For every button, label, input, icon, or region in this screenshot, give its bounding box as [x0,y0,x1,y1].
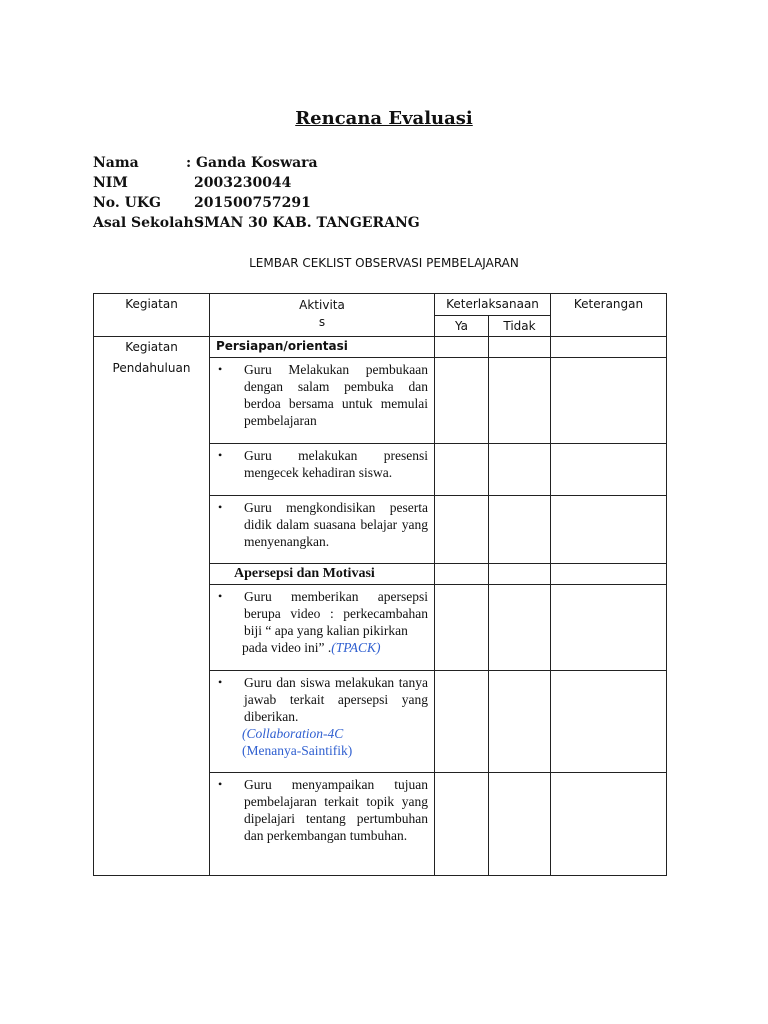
kegiatan-label-line2: Pendahuluan [112,361,191,375]
observation-table [93,293,667,876]
bullet-icon: • [218,675,223,689]
bullet-icon: • [218,448,223,462]
keterangan-cell[interactable] [551,358,667,444]
header-tidak: Tidak [489,316,551,337]
keterangan-cell[interactable] [551,444,667,496]
keterangan-cell[interactable] [551,337,667,358]
bullet-icon: • [218,777,223,791]
tidak-check-cell[interactable] [489,671,551,773]
activity-text: Guru memberikan apersepsi berupa video : perkecambahan biji “ apa yang kalian pikirkan [244,589,428,638]
ya-check-cell[interactable] [435,358,489,444]
sekolah-label: Asal Sekolah : [93,215,204,231]
ukg-value: 201500757291 [194,195,311,211]
activity-row [210,773,435,876]
activity-row [210,358,435,444]
sekolah-value: SMAN 30 KAB. TANGERANG [194,215,420,231]
section-apersepsi: Apersepsi dan Motivasi [210,564,435,585]
bullet-icon: • [218,589,223,603]
tidak-check-cell[interactable] [489,337,551,358]
ukg-label: No. UKG [93,195,161,211]
ya-check-cell[interactable] [435,671,489,773]
tidak-check-cell[interactable] [489,496,551,564]
keterangan-cell[interactable] [551,564,667,585]
tidak-check-cell[interactable] [489,773,551,876]
tidak-check-cell[interactable] [489,585,551,671]
document-title: Rencana Evaluasi [295,108,473,129]
bullet-icon: • [218,500,223,514]
activity-text: Guru dan siswa melakukan tanya jawab terkait apersepsi yang diberikan. [244,675,428,724]
keterangan-cell[interactable] [551,496,667,564]
ya-check-cell[interactable] [435,564,489,585]
ya-check-cell[interactable] [435,585,489,671]
kegiatan-cell [94,337,210,876]
keterangan-cell[interactable] [551,773,667,876]
header-ya: Ya [435,316,489,337]
ya-check-cell[interactable] [435,496,489,564]
ya-check-cell[interactable] [435,773,489,876]
activity-text: Guru Melakukan pembukaan dengan salam pembuka dan berdoa bersama untuk memulai pembelajaran [244,362,428,428]
collaboration-tag: (Collaboration-4C [242,726,344,741]
header-keterangan: Keterangan [551,294,667,337]
nim-label: NIM [93,175,128,191]
tpack-tag: (TPACK) [331,640,381,655]
activity-row [210,585,435,671]
tidak-check-cell[interactable] [489,444,551,496]
header-aktivitas-line2: s [318,315,326,329]
nama-label: Nama [93,155,139,171]
kegiatan-label-line1: Kegiatan [125,340,178,354]
activity-row [210,444,435,496]
header-aktivitas-line1: Aktivita [299,298,345,312]
activity-text: Guru melakukan presensi mengecek kehadiran siswa. [244,448,428,480]
header-kegiatan: Kegiatan [94,294,210,337]
bullet-icon: • [218,362,223,376]
activity-text-cont: pada video ini” . [242,640,332,655]
section-persiapan: Persiapan/orientasi [210,337,435,358]
activity-row [210,671,435,773]
nama-value: : Ganda Koswara [186,155,318,171]
activity-row [210,496,435,564]
ya-check-cell[interactable] [435,444,489,496]
checklist-subtitle: LEMBAR CEKLIST OBSERVASI PEMBELAJARAN [249,256,519,270]
tidak-check-cell[interactable] [489,564,551,585]
menanya-tag: (Menanya-Saintifik) [242,743,353,758]
header-aktivitas [210,294,435,337]
nim-value: 2003230044 [194,175,292,191]
keterangan-cell[interactable] [551,671,667,773]
tidak-check-cell[interactable] [489,358,551,444]
keterangan-cell[interactable] [551,585,667,671]
activity-text: Guru menyampaikan tujuan pembelajaran terkait topik yang dipelajari tentang pertumbuhan dan perkembangan tumbuhan. [244,777,428,843]
header-keterlaksanaan: Keterlaksanaan [435,294,551,316]
activity-text: Guru mengkondisikan peserta didik dalam suasana belajar yang menyenangkan. [244,500,428,549]
ya-check-cell[interactable] [435,337,489,358]
